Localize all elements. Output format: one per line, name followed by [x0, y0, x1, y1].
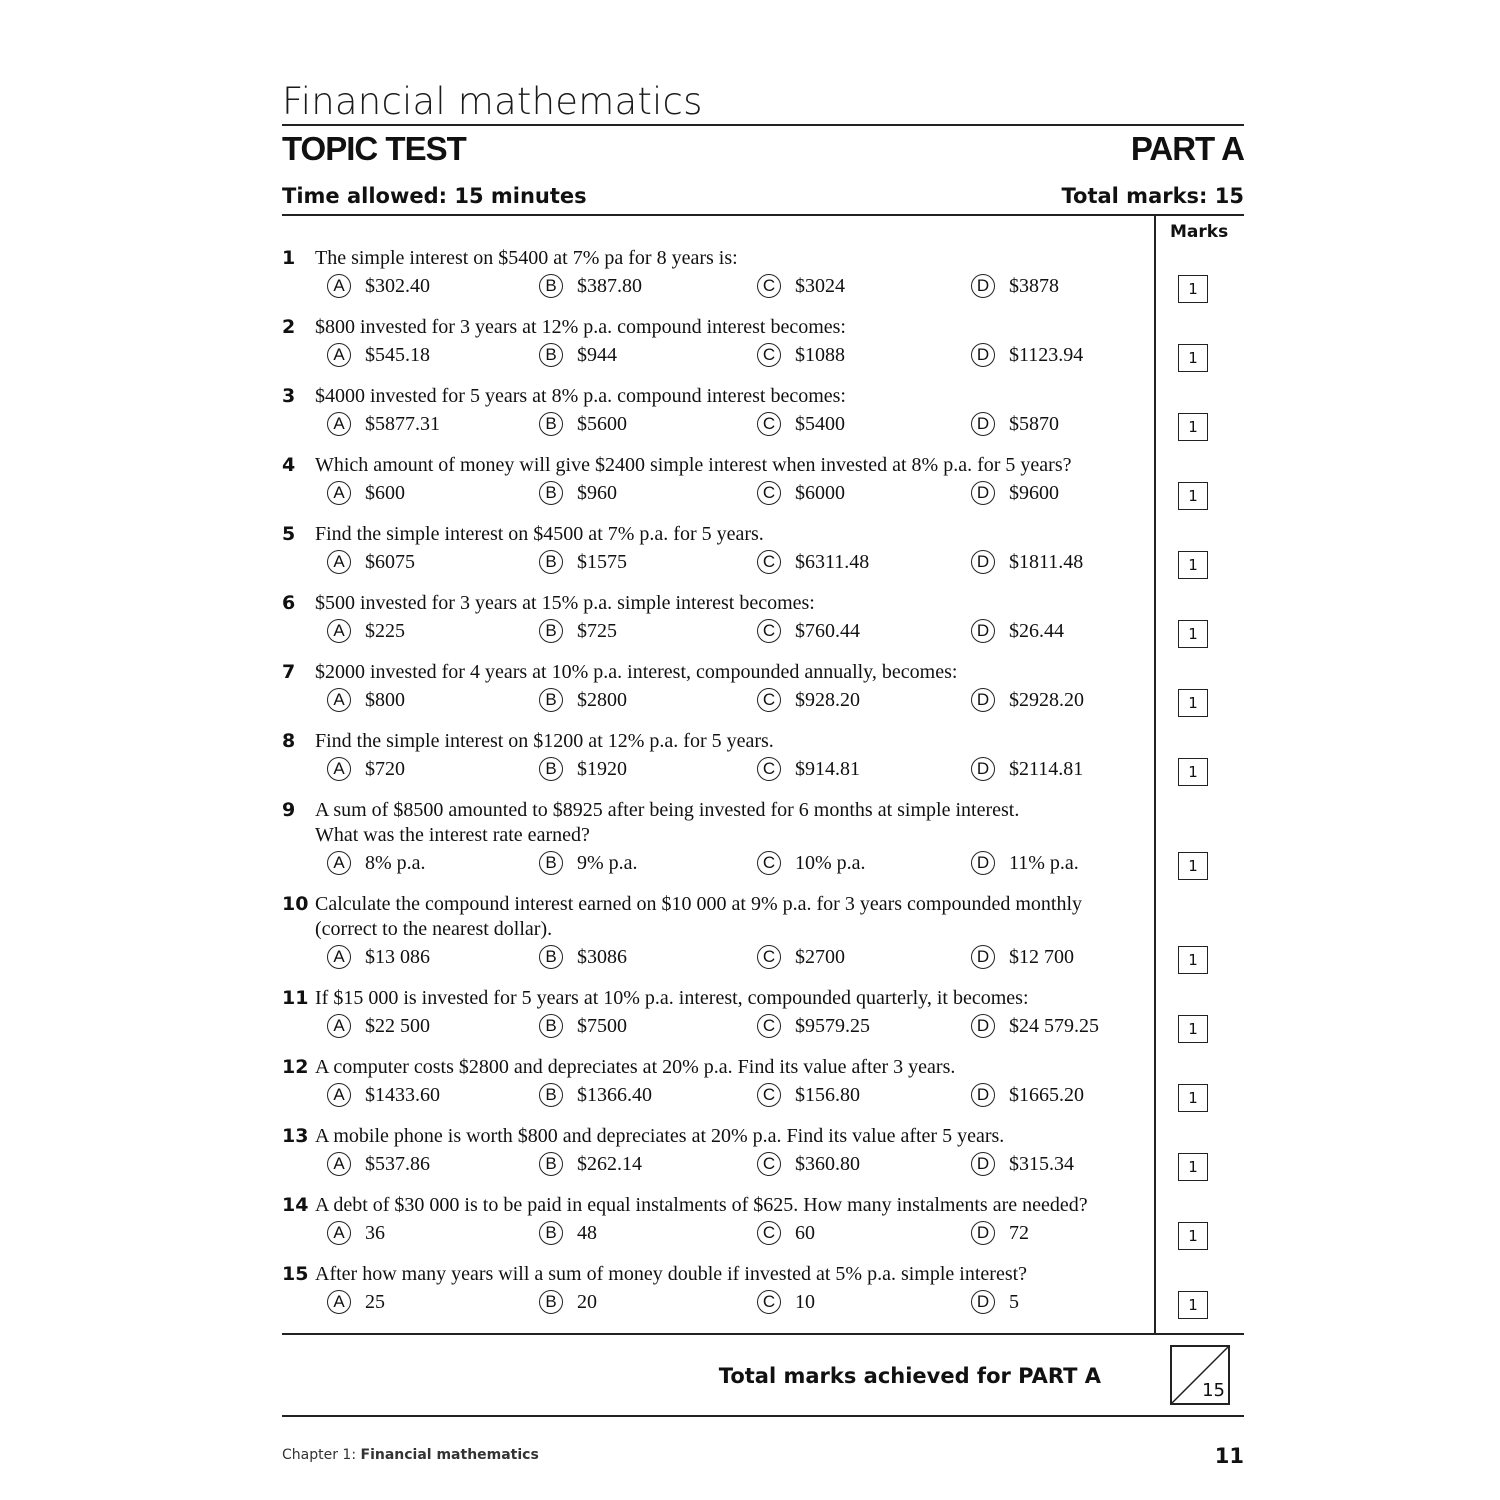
option-c-bubble[interactable]: C — [757, 550, 781, 574]
option-c-bubble[interactable]: C — [757, 1083, 781, 1107]
option-b[interactable] — [539, 343, 617, 367]
option-d[interactable] — [971, 688, 1084, 712]
option-b-text: 20 — [577, 1290, 597, 1313]
option-d[interactable] — [971, 1083, 1084, 1107]
option-b[interactable] — [539, 274, 642, 298]
option-d-bubble[interactable]: D — [971, 945, 995, 969]
option-d[interactable] — [971, 481, 1059, 505]
option-c-bubble[interactable]: C — [757, 688, 781, 712]
question-13 — [282, 1124, 1144, 1182]
option-b-text: 9% p.a. — [577, 851, 638, 874]
question-number: 1 — [282, 247, 296, 269]
option-d-text: 11% p.a. — [1009, 851, 1079, 874]
option-c-bubble[interactable]: C — [757, 343, 781, 367]
option-d[interactable] — [971, 1221, 1029, 1245]
option-d-text: $5870 — [1009, 412, 1059, 435]
option-c[interactable] — [757, 550, 869, 574]
option-d-bubble[interactable]: D — [971, 1014, 995, 1038]
option-a[interactable] — [327, 1221, 385, 1245]
option-d-bubble[interactable]: D — [971, 688, 995, 712]
option-b-text: $5600 — [577, 412, 627, 435]
option-a-text: $545.18 — [365, 343, 430, 366]
option-b[interactable] — [539, 481, 617, 505]
option-a-bubble[interactable]: A — [327, 851, 351, 875]
option-c-bubble[interactable]: C — [757, 1221, 781, 1245]
marks-column-divider — [1154, 216, 1156, 1334]
option-c[interactable] — [757, 1221, 815, 1245]
option-c-text: 10 — [795, 1290, 815, 1313]
answer-options — [282, 1290, 1144, 1320]
question-number: 15 — [282, 1263, 309, 1285]
option-d-bubble[interactable]: D — [971, 274, 995, 298]
option-c-bubble[interactable]: C — [757, 945, 781, 969]
option-a-bubble[interactable]: A — [327, 343, 351, 367]
option-c[interactable] — [757, 688, 860, 712]
option-b-bubble[interactable]: B — [539, 1014, 563, 1038]
option-b-bubble[interactable]: B — [539, 1221, 563, 1245]
option-b[interactable] — [539, 1083, 652, 1107]
option-c-bubble[interactable]: C — [757, 851, 781, 875]
answer-options — [282, 481, 1144, 511]
question-text: After how many years will a sum of money double if invested at 5% p.a. simple interest? — [315, 1263, 1028, 1285]
footer-page-number: 11 — [1214, 1444, 1244, 1468]
option-b-bubble[interactable]: B — [539, 481, 563, 505]
mark-box[interactable]: 1 — [1178, 946, 1208, 974]
question-11 — [282, 986, 1144, 1044]
question-12 — [282, 1055, 1144, 1113]
option-a-text: $537.86 — [365, 1152, 430, 1175]
option-a-text: $225 — [365, 619, 405, 642]
question-9 — [282, 798, 1144, 881]
option-a-text: 36 — [365, 1221, 385, 1244]
question-number: 14 — [282, 1194, 309, 1216]
question-10 — [282, 892, 1144, 975]
option-a-bubble[interactable]: A — [327, 550, 351, 574]
option-b[interactable] — [539, 412, 627, 436]
option-d-text: 72 — [1009, 1221, 1029, 1244]
option-d-bubble[interactable]: D — [971, 1083, 995, 1107]
option-a-text: $22 500 — [365, 1014, 430, 1037]
option-c[interactable] — [757, 1152, 860, 1176]
answer-options — [282, 1083, 1144, 1113]
option-d-bubble[interactable]: D — [971, 851, 995, 875]
question-text: A mobile phone is worth $800 and depreciates at 20% p.a. Find its value after 5 years. — [315, 1125, 1005, 1147]
option-a-bubble[interactable]: A — [327, 1083, 351, 1107]
question-text: $4000 invested for 5 years at 8% p.a. compound interest becomes: — [315, 385, 846, 407]
answer-options — [282, 851, 1144, 881]
option-c-bubble[interactable]: C — [757, 619, 781, 643]
option-c-bubble[interactable]: C — [757, 1152, 781, 1176]
option-b-text: $1575 — [577, 550, 627, 573]
time-allowed: Time allowed: 15 minutes — [282, 184, 587, 208]
option-c-text: $3024 — [795, 274, 845, 297]
option-a-text: $720 — [365, 757, 405, 780]
option-c-text: $914.81 — [795, 757, 860, 780]
question-number: 9 — [282, 799, 296, 821]
option-a-text: $6075 — [365, 550, 415, 573]
rule-top — [282, 124, 1244, 126]
option-b-bubble[interactable]: B — [539, 619, 563, 643]
answer-options — [282, 1014, 1144, 1044]
option-a-bubble[interactable]: A — [327, 1014, 351, 1038]
option-d-text: $1665.20 — [1009, 1083, 1084, 1106]
option-c-bubble[interactable]: C — [757, 1290, 781, 1314]
option-c-text: $760.44 — [795, 619, 860, 642]
answer-options — [282, 274, 1144, 304]
option-c[interactable] — [757, 619, 860, 643]
answer-options — [282, 619, 1144, 649]
option-a[interactable] — [327, 412, 440, 436]
mark-box[interactable]: 1 — [1178, 344, 1208, 372]
question-number: 2 — [282, 316, 296, 338]
option-d[interactable] — [971, 1152, 1074, 1176]
option-c-text: $156.80 — [795, 1083, 860, 1106]
option-c-bubble[interactable]: C — [757, 481, 781, 505]
option-b-bubble[interactable]: B — [539, 1083, 563, 1107]
option-d-bubble[interactable]: D — [971, 1221, 995, 1245]
test-page — [282, 80, 1244, 1480]
option-b-bubble[interactable]: B — [539, 1290, 563, 1314]
option-d-bubble[interactable]: D — [971, 757, 995, 781]
question-number: 3 — [282, 385, 296, 407]
answer-options — [282, 945, 1144, 975]
mark-box[interactable]: 1 — [1178, 852, 1208, 880]
option-a[interactable] — [327, 550, 415, 574]
option-a[interactable] — [327, 945, 430, 969]
answer-options — [282, 550, 1144, 580]
question-3 — [282, 384, 1144, 442]
option-a-bubble[interactable]: A — [327, 1290, 351, 1314]
option-d-text: $24 579.25 — [1009, 1014, 1099, 1037]
option-a-bubble[interactable]: A — [327, 757, 351, 781]
total-out-of: 15 — [1202, 1380, 1225, 1401]
option-a[interactable] — [327, 851, 426, 875]
question-text: Find the simple interest on $1200 at 12% p.a. for 5 years. — [315, 730, 774, 752]
option-b-text: $725 — [577, 619, 617, 642]
option-b-text: $262.14 — [577, 1152, 642, 1175]
option-c-text: $2700 — [795, 945, 845, 968]
option-b-bubble[interactable]: B — [539, 550, 563, 574]
answer-options — [282, 1221, 1144, 1251]
option-c[interactable] — [757, 1290, 815, 1314]
mark-box[interactable]: 1 — [1178, 1291, 1208, 1319]
option-c[interactable] — [757, 481, 845, 505]
question-number: 10 — [282, 893, 309, 915]
mark-box[interactable]: 1 — [1178, 1084, 1208, 1112]
option-b-text: $7500 — [577, 1014, 627, 1037]
question-number: 12 — [282, 1056, 309, 1078]
option-d[interactable] — [971, 1290, 1019, 1314]
option-b[interactable] — [539, 688, 627, 712]
option-d[interactable] — [971, 343, 1083, 367]
option-d[interactable] — [971, 757, 1083, 781]
option-b-text: $944 — [577, 343, 617, 366]
part-label: PART A — [1130, 130, 1244, 167]
option-b[interactable] — [539, 851, 638, 875]
option-d-text: $1123.94 — [1009, 343, 1084, 366]
question-8 — [282, 729, 1144, 787]
option-d-text: 5 — [1009, 1290, 1019, 1313]
question-4 — [282, 453, 1144, 511]
total-marks: Total marks: 15 — [1061, 184, 1244, 208]
option-a[interactable] — [327, 1152, 430, 1176]
option-d-bubble[interactable]: D — [971, 619, 995, 643]
option-b[interactable] — [539, 945, 627, 969]
question-text: A debt of $30 000 is to be paid in equal instalments of $625. How many instalments are needed? — [315, 1194, 1088, 1216]
option-c-text: 60 — [795, 1221, 815, 1244]
question-6 — [282, 591, 1144, 649]
option-b-text: 48 — [577, 1221, 597, 1244]
question-number: 7 — [282, 661, 296, 683]
question-text: Find the simple interest on $4500 at 7% p.a. for 5 years. — [315, 523, 764, 545]
question-number: 4 — [282, 454, 296, 476]
option-d-text: $2928.20 — [1009, 688, 1084, 711]
option-c-text: $5400 — [795, 412, 845, 435]
option-a[interactable] — [327, 619, 405, 643]
option-a-text: 8% p.a. — [365, 851, 426, 874]
option-b[interactable] — [539, 550, 627, 574]
question-number: 13 — [282, 1125, 309, 1147]
question-text: Calculate the compound interest earned on $10 000 at 9% p.a. for 3 years compounded monthly — [315, 893, 1083, 915]
option-a-bubble[interactable]: A — [327, 1221, 351, 1245]
mark-box[interactable]: 1 — [1178, 482, 1208, 510]
option-b[interactable] — [539, 619, 617, 643]
option-c[interactable] — [757, 274, 845, 298]
option-b[interactable] — [539, 1221, 597, 1245]
option-c-text: 10% p.a. — [795, 851, 866, 874]
total-achieved-label: Total marks achieved for PART A — [718, 1364, 1101, 1388]
option-b-bubble[interactable]: B — [539, 1152, 563, 1176]
mark-box[interactable]: 1 — [1178, 551, 1208, 579]
option-d-text: $9600 — [1009, 481, 1059, 504]
total-score-box[interactable] — [1170, 1345, 1230, 1405]
option-d-text: $2114.81 — [1009, 757, 1084, 780]
option-b-bubble[interactable]: B — [539, 343, 563, 367]
option-a-text: $1433.60 — [365, 1083, 440, 1106]
option-c-text: $6000 — [795, 481, 845, 504]
option-a-text: $5877.31 — [365, 412, 440, 435]
option-a-bubble[interactable]: A — [327, 688, 351, 712]
option-d-text: $315.34 — [1009, 1152, 1074, 1175]
option-c[interactable] — [757, 757, 860, 781]
footer-chapter-prefix: Chapter 1: — [282, 1447, 357, 1463]
option-c[interactable] — [757, 343, 845, 367]
footer-chapter-title: Financial mathematics — [360, 1447, 539, 1463]
option-c-bubble[interactable]: C — [757, 757, 781, 781]
mark-box[interactable]: 1 — [1178, 1222, 1208, 1250]
option-d[interactable] — [971, 945, 1074, 969]
option-d-bubble[interactable]: D — [971, 1290, 995, 1314]
question-2 — [282, 315, 1144, 373]
option-a-text: 25 — [365, 1290, 385, 1313]
option-a[interactable] — [327, 1014, 430, 1038]
mark-box[interactable]: 1 — [1178, 1153, 1208, 1181]
option-d-text: $3878 — [1009, 274, 1059, 297]
rule-summary-bottom — [282, 1415, 1244, 1417]
marks-column-heading: Marks — [1170, 222, 1229, 242]
question-text: $500 invested for 3 years at 15% p.a. simple interest becomes: — [315, 592, 815, 614]
option-c[interactable] — [757, 412, 845, 436]
question-text: $2000 invested for 4 years at 10% p.a. interest, compounded annually, becomes: — [315, 661, 958, 683]
question-text: $800 invested for 3 years at 12% p.a. compound interest becomes: — [315, 316, 846, 338]
question-number: 5 — [282, 523, 296, 545]
question-1 — [282, 246, 1144, 304]
option-d-bubble[interactable]: D — [971, 1152, 995, 1176]
option-b-text: $1920 — [577, 757, 627, 780]
option-a-text: $302.40 — [365, 274, 430, 297]
option-b-bubble[interactable]: B — [539, 757, 563, 781]
option-a-bubble[interactable]: A — [327, 481, 351, 505]
option-b[interactable] — [539, 757, 627, 781]
option-d-text: $26.44 — [1009, 619, 1064, 642]
answer-options — [282, 1152, 1144, 1182]
question-text-line-2: (correct to the nearest dollar). — [315, 918, 553, 940]
option-d-bubble[interactable]: D — [971, 550, 995, 574]
option-d[interactable] — [971, 412, 1059, 436]
option-a[interactable] — [327, 274, 430, 298]
option-c[interactable] — [757, 945, 845, 969]
option-c-bubble[interactable]: C — [757, 274, 781, 298]
question-number: 11 — [282, 987, 309, 1009]
question-5 — [282, 522, 1144, 580]
question-7 — [282, 660, 1144, 718]
rule-questions-bottom — [282, 1333, 1244, 1335]
option-c-text: $6311.48 — [795, 550, 870, 573]
answer-options — [282, 757, 1144, 787]
option-b-text: $1366.40 — [577, 1083, 652, 1106]
question-number: 8 — [282, 730, 296, 752]
answer-options — [282, 343, 1144, 373]
option-d[interactable] — [971, 619, 1064, 643]
option-a-bubble[interactable]: A — [327, 274, 351, 298]
option-a[interactable] — [327, 343, 430, 367]
option-c[interactable] — [757, 851, 866, 875]
option-b[interactable] — [539, 1014, 627, 1038]
option-b-bubble[interactable]: B — [539, 688, 563, 712]
option-a-bubble[interactable]: A — [327, 1152, 351, 1176]
option-a[interactable] — [327, 1083, 440, 1107]
option-a[interactable] — [327, 688, 405, 712]
question-number: 6 — [282, 592, 296, 614]
option-a-bubble[interactable]: A — [327, 945, 351, 969]
option-a-bubble[interactable]: A — [327, 619, 351, 643]
option-a-text: $13 086 — [365, 945, 430, 968]
option-a-bubble[interactable]: A — [327, 412, 351, 436]
option-b-bubble[interactable]: B — [539, 945, 563, 969]
option-d[interactable] — [971, 274, 1059, 298]
option-d-bubble[interactable]: D — [971, 343, 995, 367]
footer-chapter — [282, 1447, 539, 1463]
question-text: A sum of $8500 amounted to $8925 after being invested for 6 months at simple interest. — [315, 799, 1020, 821]
option-a-text: $800 — [365, 688, 405, 711]
question-15 — [282, 1262, 1144, 1320]
mark-box[interactable]: 1 — [1178, 620, 1208, 648]
option-c[interactable] — [757, 1083, 860, 1107]
option-d[interactable] — [971, 851, 1079, 875]
option-d-text: $1811.48 — [1009, 550, 1084, 573]
option-d-bubble[interactable]: D — [971, 412, 995, 436]
option-c-text: $928.20 — [795, 688, 860, 711]
answer-options — [282, 688, 1144, 718]
question-text: The simple interest on $5400 at 7% pa for 8 years is: — [315, 247, 738, 269]
option-c-text: $360.80 — [795, 1152, 860, 1175]
question-14 — [282, 1193, 1144, 1251]
question-text: A computer costs $2800 and depreciates at 20% p.a. Find its value after 3 years. — [315, 1056, 956, 1078]
option-d[interactable] — [971, 550, 1083, 574]
question-text: Which amount of money will give $2400 simple interest when invested at 8% p.a. for 5 years? — [315, 454, 1072, 476]
option-c-text: $1088 — [795, 343, 845, 366]
option-b-bubble[interactable]: B — [539, 851, 563, 875]
option-b-text: $387.80 — [577, 274, 642, 297]
answer-options — [282, 412, 1144, 442]
option-d-text: $12 700 — [1009, 945, 1074, 968]
subject-heading: Financial mathematics — [282, 80, 703, 123]
question-text: If $15 000 is invested for 5 years at 10% p.a. interest, compounded quarterly, it becomes: — [315, 987, 1029, 1009]
option-d[interactable] — [971, 1014, 1099, 1038]
option-b-text: $2800 — [577, 688, 627, 711]
option-c-text: $9579.25 — [795, 1014, 870, 1037]
option-a[interactable] — [327, 757, 405, 781]
option-a[interactable] — [327, 481, 405, 505]
option-b[interactable] — [539, 1152, 642, 1176]
option-a-text: $600 — [365, 481, 405, 504]
option-b-text: $3086 — [577, 945, 627, 968]
rule-header-bottom — [282, 214, 1244, 216]
option-b[interactable] — [539, 1290, 597, 1314]
option-c[interactable] — [757, 1014, 870, 1038]
option-b-bubble[interactable]: B — [539, 274, 563, 298]
mark-box[interactable]: 1 — [1178, 1015, 1208, 1043]
option-c-bubble[interactable]: C — [757, 1014, 781, 1038]
topic-test-title: TOPIC TEST — [282, 130, 466, 167]
option-d-bubble[interactable]: D — [971, 481, 995, 505]
option-b-bubble[interactable]: B — [539, 412, 563, 436]
mark-box[interactable]: 1 — [1178, 758, 1208, 786]
option-b-text: $960 — [577, 481, 617, 504]
question-text-line-2: What was the interest rate earned? — [315, 824, 590, 846]
mark-box[interactable]: 1 — [1178, 413, 1208, 441]
mark-box[interactable]: 1 — [1178, 275, 1208, 303]
mark-box[interactable]: 1 — [1178, 689, 1208, 717]
option-a[interactable] — [327, 1290, 385, 1314]
option-c-bubble[interactable]: C — [757, 412, 781, 436]
